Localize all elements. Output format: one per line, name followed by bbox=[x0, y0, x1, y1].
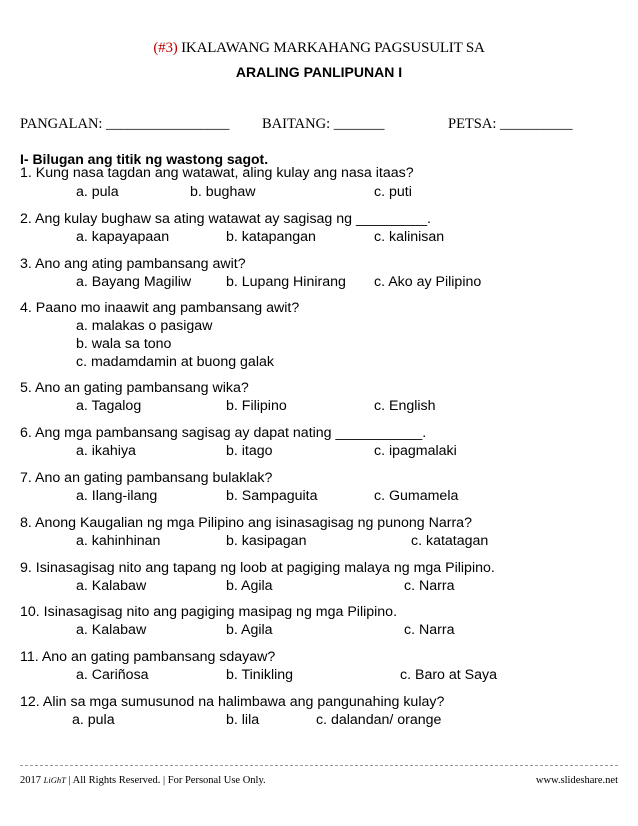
q1-option-a: a. pula bbox=[76, 184, 119, 200]
q6-option-c: c. ipagmalaki bbox=[374, 443, 457, 459]
exam-number: (#3) bbox=[153, 40, 178, 56]
question-10: 10. Isinasagisag nito ang pagiging masipag ng mga Pilipino. bbox=[20, 604, 398, 620]
q4-option-a: a. malakas o pasigaw bbox=[76, 318, 213, 334]
q5-option-c: c. English bbox=[374, 398, 436, 414]
q5-option-a: a. Tagalog bbox=[76, 398, 142, 414]
exam-title bbox=[0, 40, 638, 57]
q7-option-c: c. Gumamela bbox=[374, 488, 459, 504]
question-9: 9. Isinasagisag nito ang tapang ng loob at pagiging malaya ng mga Pilipino. bbox=[20, 560, 495, 576]
q12-option-c: c. dalandan/ orange bbox=[316, 712, 442, 728]
q9-option-c: c. Narra bbox=[404, 578, 455, 594]
q7-option-b: b. Sampaguita bbox=[226, 488, 318, 504]
question-4: 4. Paano mo inaawit ang pambansang awit? bbox=[20, 300, 300, 316]
q8-option-a: a. kahinhinan bbox=[76, 533, 161, 549]
q11-option-c: c. Baro at Saya bbox=[400, 667, 497, 683]
q12-option-b: b. lila bbox=[226, 712, 260, 728]
question-3: 3. Ano ang ating pambansang awit? bbox=[20, 256, 246, 272]
question-11: 11. Ano an gating pambansang sdayaw? bbox=[20, 649, 276, 665]
instruction: I- Bilugan ang titik ng wastong sagot. bbox=[20, 151, 269, 167]
footer-divider bbox=[20, 765, 618, 766]
question-5: 5. Ano an gating pambansang wika? bbox=[20, 380, 249, 396]
q6-option-b: b. itago bbox=[226, 443, 273, 459]
name-field: PANGALAN: _________________ bbox=[20, 116, 230, 132]
question-2: 2. Ang kulay bughaw sa ating watawat ay sagisag ng _________. bbox=[20, 211, 431, 227]
q7-option-a: a. Ilang-ilang bbox=[76, 488, 158, 504]
exam-title-text: IKALAWANG MARKAHANG PAGSUSULIT SA bbox=[181, 40, 485, 56]
footer-year: 2017 bbox=[20, 775, 41, 786]
q8-option-c: c. katatagan bbox=[411, 533, 489, 549]
q1-option-b: b. bughaw bbox=[190, 184, 256, 200]
q10-option-a: a. Kalabaw bbox=[76, 622, 147, 638]
q10-option-c: c. Narra bbox=[404, 622, 455, 638]
q2-option-a: a. kapayapaan bbox=[76, 229, 170, 245]
question-1: 1. Kung nasa tagdan ang watawat, aling kulay ang nasa itaas? bbox=[20, 165, 414, 181]
footer-site: www.slideshare.net bbox=[535, 775, 618, 786]
footer-brand: LiGhT bbox=[43, 775, 66, 785]
date-field: PETSA: __________ bbox=[448, 116, 573, 132]
q3-option-b: b. Lupang Hinirang bbox=[226, 274, 346, 290]
question-8: 8. Anong Kaugalian ng mga Pilipino ang isinasagisag ng punong Narra? bbox=[20, 515, 472, 531]
q1-option-c: c. puti bbox=[374, 184, 412, 200]
q4-option-c: c. madamdamin at buong galak bbox=[76, 354, 274, 370]
q11-option-a: a. Cariñosa bbox=[76, 667, 149, 683]
q10-option-b: b. Agila bbox=[226, 622, 273, 638]
q3-option-c: c. Ako ay Pilipino bbox=[374, 274, 482, 290]
q6-option-a: a. ikahiya bbox=[76, 443, 136, 459]
subject-title: ARALING PANLIPUNAN I bbox=[235, 64, 403, 80]
question-6: 6. Ang mga pambansang sagisag ay dapat nating ___________. bbox=[20, 425, 427, 441]
q11-option-b: b. Tinikling bbox=[226, 667, 294, 683]
q2-option-b: b. katapangan bbox=[226, 229, 316, 245]
footer-left bbox=[20, 775, 266, 786]
q3-option-a: a. Bayang Magiliw bbox=[76, 274, 192, 290]
q8-option-b: b. kasipagan bbox=[226, 533, 307, 549]
q5-option-b: b. Filipino bbox=[226, 398, 287, 414]
q4-option-b: b. wala sa tono bbox=[76, 336, 172, 352]
footer-rights: | All Rights Reserved. | For Personal Use Only. bbox=[68, 775, 266, 786]
q9-option-b: b. Agila bbox=[226, 578, 273, 594]
grade-field: BAITANG: _______ bbox=[262, 116, 385, 132]
question-7: 7. Ano an gating pambansang bulaklak? bbox=[20, 470, 273, 486]
q2-option-c: c. kalinisan bbox=[374, 229, 445, 245]
q9-option-a: a. Kalabaw bbox=[76, 578, 147, 594]
question-12: 12. Alin sa mga sumusunod na halimbawa ang pangunahing kulay? bbox=[20, 694, 445, 710]
q12-option-a: a. pula bbox=[72, 712, 115, 728]
